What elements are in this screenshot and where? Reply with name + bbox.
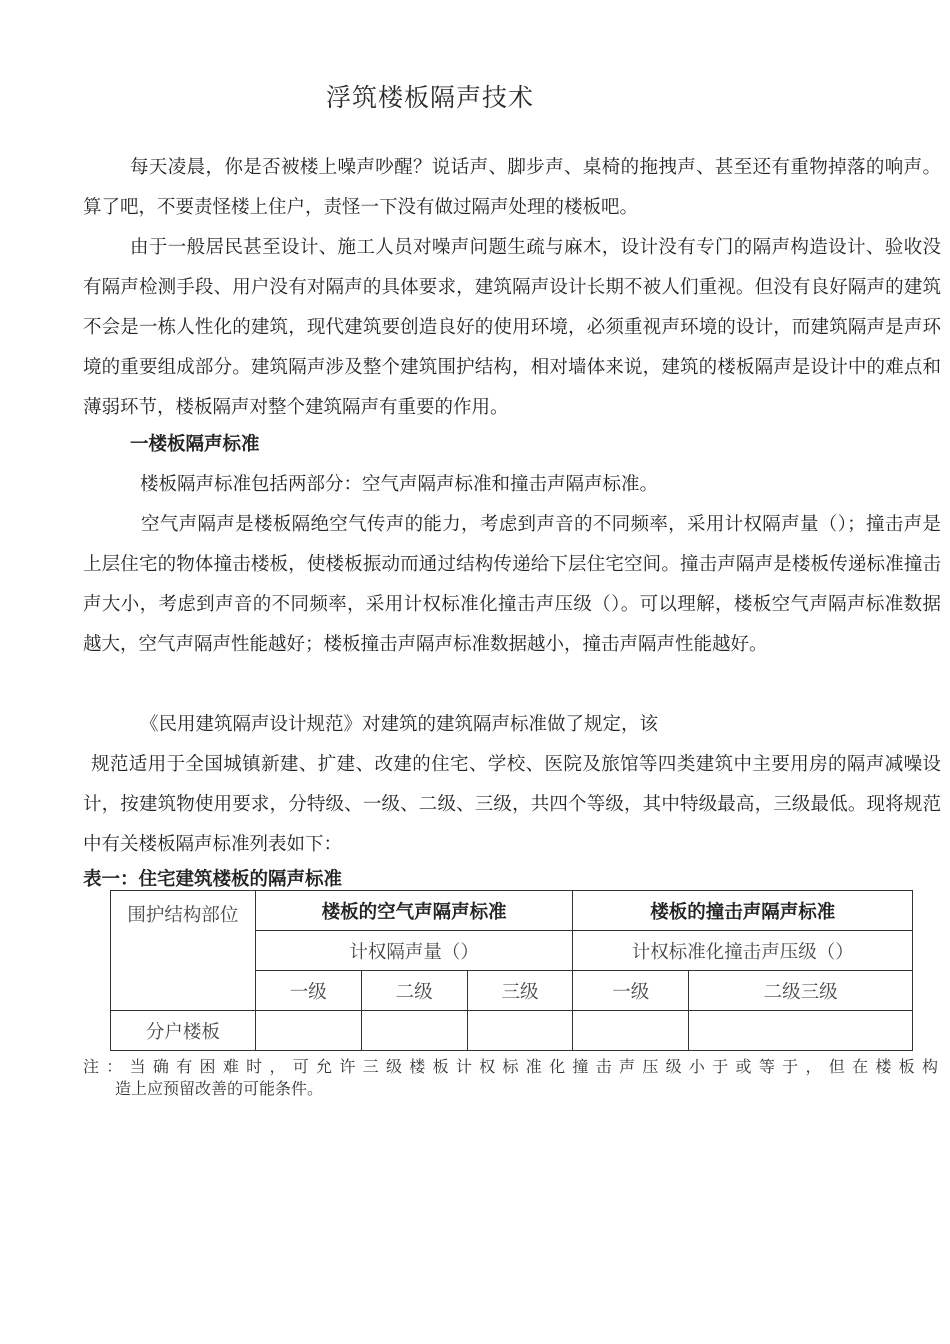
level-cell: 三级	[467, 971, 573, 1011]
table-note	[83, 1056, 941, 1100]
sound-insulation-table	[110, 890, 913, 1051]
table-caption: 表一：住宅建筑楼板的隔声标准	[83, 869, 343, 890]
note-line-1: 注：当确有困难时，可允许三级楼板计权标准化撞击声压级小于或等于，但在楼板构	[83, 1057, 941, 1076]
subheader-impact: 计权标准化撞击声压级（）	[573, 931, 913, 971]
section-heading: 一楼板隔声标准	[130, 434, 260, 455]
paragraph-code-rest: 规范适用于全国城镇新建、扩建、改建的住宅、学校、医院及旅馆等四类建筑中主要用房的隔声减噪设计，按建筑物使用要求，分特级、一级、二级、三级，共四个等级，其中特级最高，三级最低。现将规范中有关楼板隔声标准列表如下：	[83, 754, 941, 855]
table-cell	[255, 1011, 361, 1051]
paragraph-code-line1: 《民用建筑隔声设计规范》对建筑的建筑隔声标准做了规定，该	[140, 714, 659, 735]
table-cell	[689, 1011, 913, 1051]
table-cell	[361, 1011, 467, 1051]
level-cell: 二级	[361, 971, 467, 1011]
note-line-2: 造上应预留改善的可能条件。	[115, 1079, 324, 1098]
row-label: 分户楼板	[111, 1011, 256, 1051]
paragraph-intro: 每天凌晨，你是否被楼上噪声吵醒？说话声、脚步声、桌椅的拖拽声、甚至还有重物掉落的响声。算了吧，不要责怪楼上住户，责怪一下没有做过隔声处理的楼板吧。	[83, 157, 941, 218]
table-row	[111, 1011, 913, 1051]
paragraph-background: 由于一般居民甚至设计、施工人员对噪声问题生疏与麻木，设计没有专门的隔声构造设计、验收没有隔声检测手段、用户没有对隔声的具体要求，建筑隔声设计长期不被人们重视。但没有良好隔声的建筑不会是一栋人性化的建筑，现代建筑要创造良好的使用环境，必须重视声环境的设计，而建筑隔声是声环境的重要组成部分。建筑隔声涉及整个建筑围护结构，相对墙体来说，建筑的楼板隔声是设计中的难点和薄弱环节，楼板隔声对整个建筑隔声有重要的作用。	[83, 237, 941, 418]
header-impact: 楼板的撞击声隔声标准	[573, 891, 913, 931]
level-cell: 一级	[255, 971, 361, 1011]
subheader-airborne: 计权隔声量（）	[255, 931, 573, 971]
header-airborne: 楼板的空气声隔声标准	[255, 891, 573, 931]
document-title: 浮筑楼板隔声技术	[325, 83, 534, 112]
table-corner-cell: 围护结构部位	[111, 891, 256, 1011]
table-cell	[467, 1011, 573, 1051]
table-header-row	[111, 891, 913, 931]
table-cell	[573, 1011, 689, 1051]
paragraph-standard-parts: 楼板隔声标准包括两部分：空气声隔声标准和撞击声隔声标准。	[140, 474, 659, 495]
level-cell: 二级三级	[689, 971, 913, 1011]
paragraph-definitions: 空气声隔声是楼板隔绝空气传声的能力，考虑到声音的不同频率，采用计权隔声量（）；撞击声是上层住宅的物体撞击楼板，使楼板振动而通过结构传递给下层住宅空间。撞击声隔声是楼板传递标准撞击声大小，考虑到声音的不同频率，采用计权标准化撞击声压级（）。可以理解，楼板空气声隔声标准数据越大，空气声隔声性能越好；楼板撞击声隔声标准数据越小，撞击声隔声性能越好。	[83, 514, 941, 655]
level-cell: 一级	[573, 971, 689, 1011]
